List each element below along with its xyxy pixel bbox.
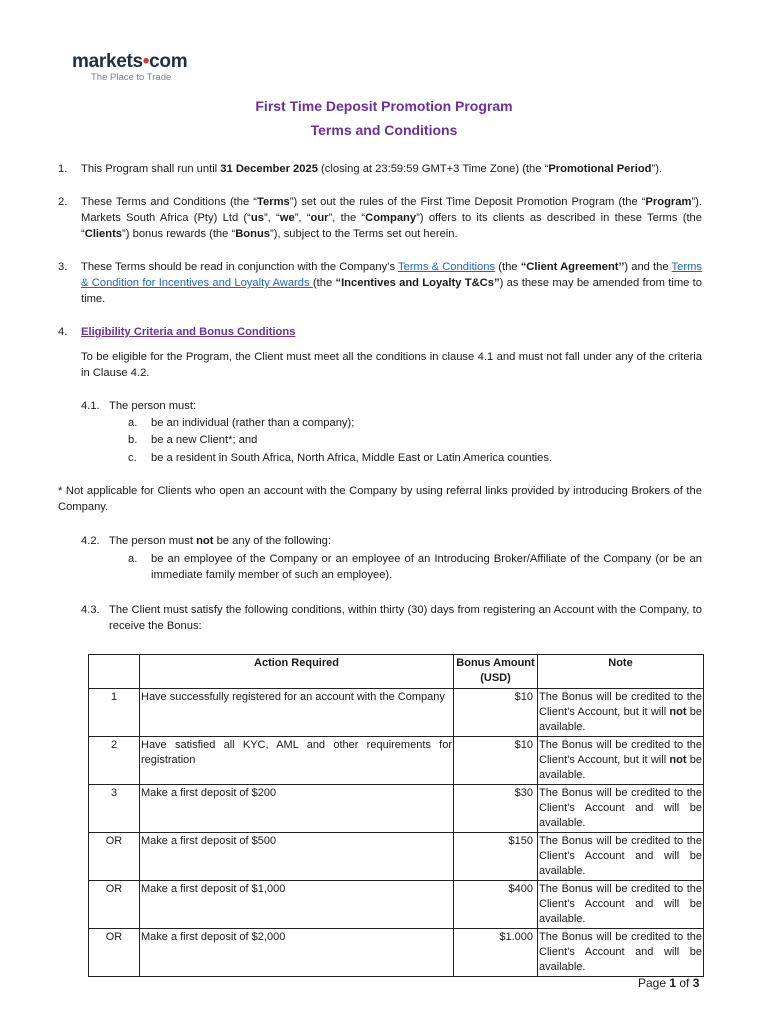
table-row (89, 785, 704, 833)
bonus-cell: $10 (454, 689, 538, 737)
row-id: OR (89, 833, 140, 881)
action-cell: Make a first deposit of $200 (140, 785, 454, 833)
clause-text: This Program shall run until 31 December 2025 (closing at 23:59:59 GMT+3 Time Zone) (the “Promotional Period”). (81, 163, 663, 175)
table-row (89, 833, 704, 881)
footnote: * Not applicable for Clients who open an account with the Company by using referral links provided by introducing Brokers of the Company. (58, 485, 702, 513)
bonus-cell: $1.000 (454, 929, 538, 977)
note-cell: The Bonus will be credited to the Client’s Account and will be available. (538, 929, 704, 977)
logo-wordmark: markets•com (72, 51, 188, 72)
table-header: Bonus Amount (USD) (454, 655, 538, 689)
table-header: Action Required (140, 655, 454, 689)
note-cell: The Bonus will be credited to the Client’s Account, but it will not be available. (538, 689, 704, 737)
table-header (89, 655, 140, 689)
note-cell: The Bonus will be credited to the Client’s Account and will be available. (538, 785, 704, 833)
note-cell: The Bonus will be credited to the Client’s Account and will be available. (538, 833, 704, 881)
bonus-table (88, 654, 704, 977)
bonus-cell: $10 (454, 737, 538, 785)
subclause-number: 4.1. (81, 400, 100, 412)
clause-number: 4. (58, 326, 68, 338)
table-row (89, 689, 704, 737)
action-cell: Make a first deposit of $1,000 (140, 881, 454, 929)
table-header-row (89, 655, 704, 689)
action-cell: Have satisfied all KYC, AML and other requirements for registration (140, 737, 454, 785)
table-header: Note (538, 655, 704, 689)
action-cell: Make a first deposit of $500 (140, 833, 454, 881)
incentives-loyalty-link[interactable]: Terms & Condition for Incentives and Loyalty Awards (81, 261, 702, 289)
subclause-number: 4.2. (81, 535, 100, 547)
bonus-cell: $150 (454, 833, 538, 881)
clause-4-intro: To be eligible for the Program, the Client must meet all the conditions in clause 4.1 and must not fall under any of the criteria in Clause 4.2. (81, 351, 702, 379)
action-cell: Make a first deposit of $2,000 (140, 929, 454, 977)
page-number: Page 1 of 3 (638, 976, 700, 990)
table-row (89, 737, 704, 785)
row-id: OR (89, 929, 140, 977)
clause-number: 1. (58, 163, 68, 175)
document-subtitle: Terms and Conditions (310, 122, 458, 138)
action-cell: Have successfully registered for an account with the Company (140, 689, 454, 737)
bonus-cell: $400 (454, 881, 538, 929)
clause-number: 2. (58, 196, 68, 208)
row-id: 3 (89, 785, 140, 833)
row-id: 2 (89, 737, 140, 785)
table-row (89, 881, 704, 929)
clause-number: 3. (58, 261, 68, 273)
subclause-text: The person must: (109, 400, 197, 412)
bonus-cell: $30 (454, 785, 538, 833)
table-row (89, 929, 704, 977)
row-id: OR (89, 881, 140, 929)
document-title: First Time Deposit Promotion Program (255, 98, 513, 114)
company-logo (72, 52, 187, 84)
terms-conditions-link[interactable]: Terms & Conditions (398, 261, 496, 273)
subclause-text: The Client must satisfy the following conditions, within thirty (30) days from registering an Account with the Company, to receive the Bonus: (109, 604, 702, 632)
logo-dot: • (142, 51, 150, 72)
clause-text: These Terms should be read in conjunction with the Company’s Terms & Conditions (the “Client Agreement’’) and the Terms & Condition for Incentives and Loyalty Awards (the “Incentives and Loyalty T&Cs”) as these may be amended from time to time. (81, 261, 702, 305)
subclause-text: The person must not be any of the following: (109, 535, 332, 547)
clause-text: These Terms and Conditions (the “Terms”) set out the rules of the First Time Deposit Promotion Program (the “Program”). Markets South Africa (Pty) Ltd (“us”, “we”, “our”, the “Company”) offers to its clients as described in these Terms (the “Clients”) bonus rewards (the “Bonus”), subject to the Terms set out herein. (81, 196, 702, 240)
subclause-number: 4.3. (81, 604, 100, 616)
eligibility-heading-link[interactable]: Eligibility Criteria and Bonus Conditions (81, 326, 296, 338)
row-id: 1 (89, 689, 140, 737)
note-cell: The Bonus will be credited to the Client’s Account, but it will not be available. (538, 737, 704, 785)
logo-tagline: The Place to Trade (91, 72, 172, 83)
note-cell: The Bonus will be credited to the Client’s Account and will be available. (538, 881, 704, 929)
